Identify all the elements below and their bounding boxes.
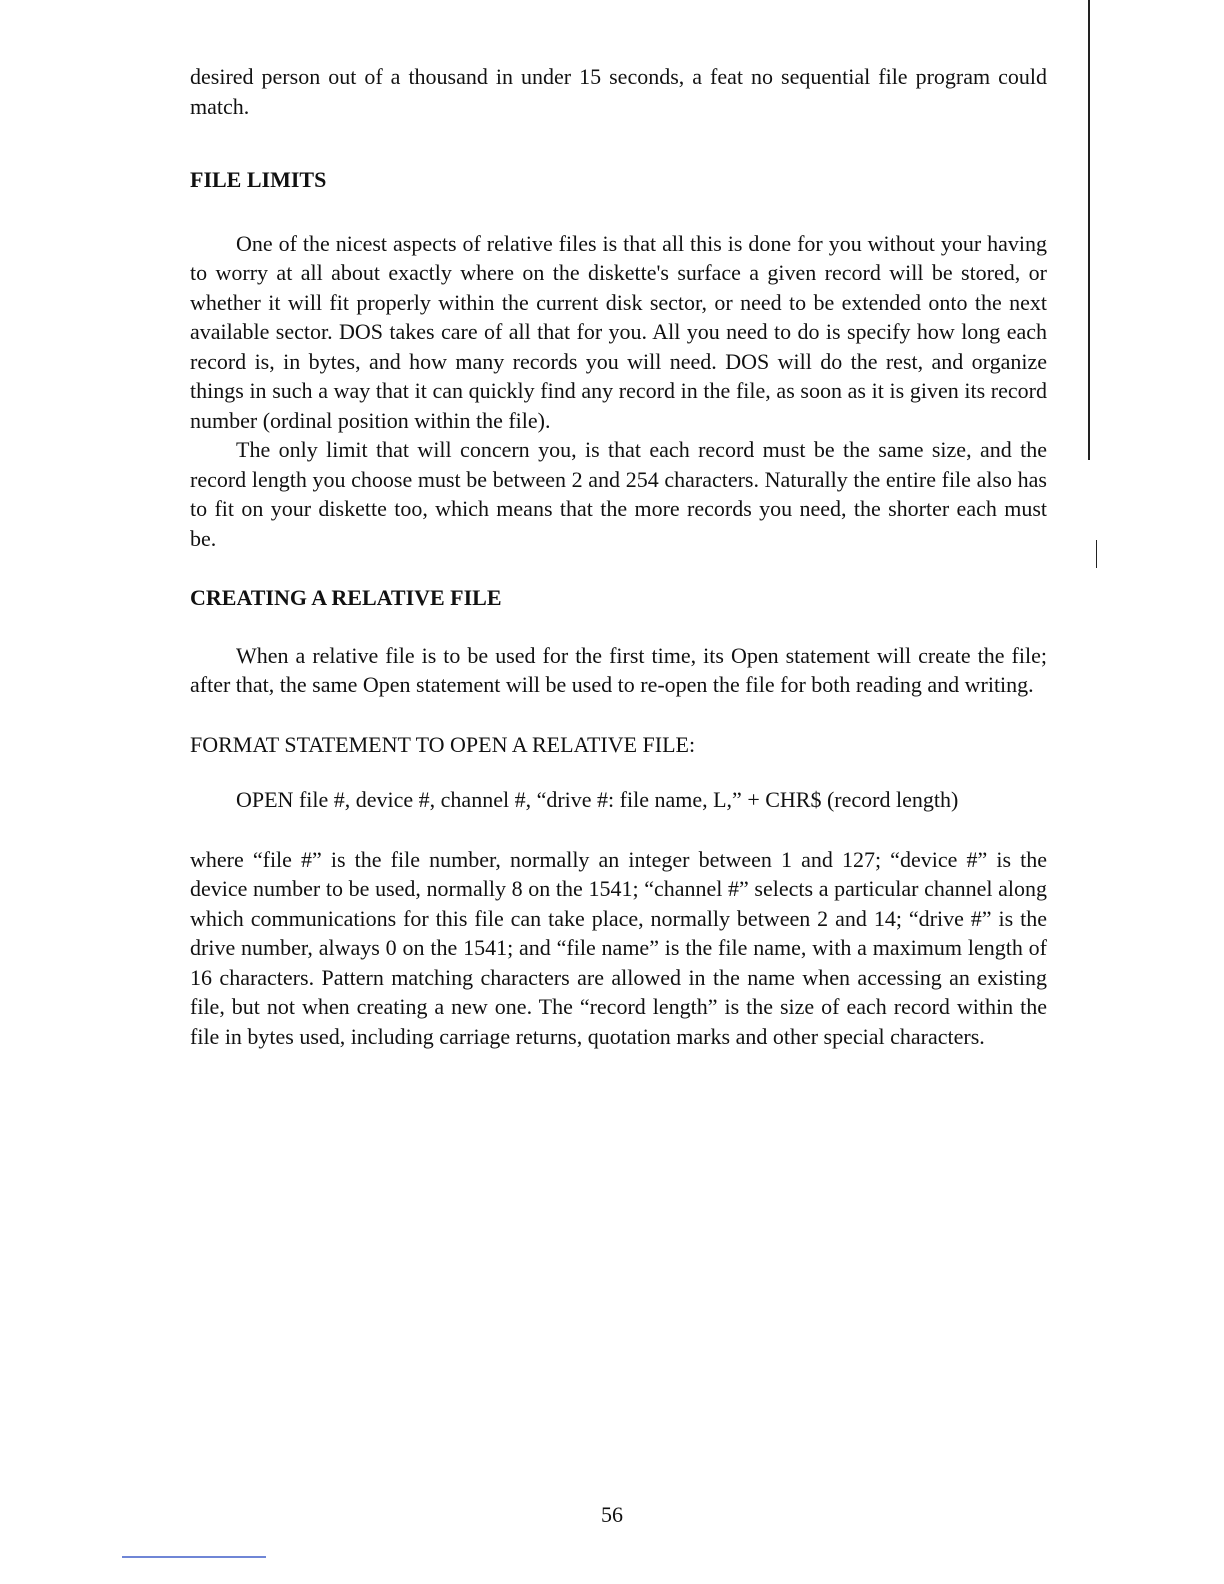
intro-paragraph: desired person out of a thousand in under 15 seconds, a feat no sequential file program could match. [190, 64, 1047, 119]
file-limits-paragraph-2: The only limit that will concern you, is that each record must be the same size, and the record length you choose must be between 2 and 254 characters. Naturally the entire file also has to fit on your diskette too, which means that the more records you need, the shorter each must be. [190, 437, 1047, 551]
creating-heading: CREATING A RELATIVE FILE [190, 585, 502, 610]
creating-paragraph: When a relative file is to be used for the first time, its Open statement will create the file; after that, the same Open statement will be used to re-open the file for both reading and writing. [190, 642, 1047, 697]
format-statement: OPEN file #, device #, channel #, “drive #: file name, L,” + CHR$ (record length) [236, 787, 959, 812]
file-limits-paragraph-1: One of the nicest aspects of relative files is that all this is done for you without your having to worry at all about exactly where on the diskette's surface a given record will be stored, or whether it will fit properly within the current disk sector, or need to be extended onto the next available sector. DOS takes care of all that for you. All you need to do is specify how long each record is, in bytes, and how many records you will need. DOS will do the rest, and organize things in such a way that it can quickly find any record in the file, as soon as it is given its record number (ordinal position within the file). [190, 230, 1047, 433]
file-limits-heading: FILE LIMITS [190, 167, 327, 192]
format-heading: FORMAT STATEMENT TO OPEN A RELATIVE FILE: [190, 731, 696, 757]
page-number: 56 [601, 1502, 623, 1527]
footer-rule [122, 1556, 266, 1558]
scan-edge-line-mid [1096, 540, 1097, 568]
scan-edge-line-top [1088, 0, 1090, 460]
page-body [190, 62, 1047, 1051]
explanation-paragraph: where “file #” is the file number, normally an integer between 1 and 127; “device #” is the device number to be used, normally 8 on the 1541; “channel #” selects a particular channel along which communications for this file can take place, normally between 2 and 14; “drive #” is the drive number, always 0 on the 1541; and “file name” is the file name, with a maximum length of 16 characters. Pattern matching characters are allowed in the name when accessing an existing file, but not when creating a new one. The “record length” is the size of each record within the file in bytes used, including carriage returns, quotation marks and other special characters. [190, 846, 1047, 1049]
